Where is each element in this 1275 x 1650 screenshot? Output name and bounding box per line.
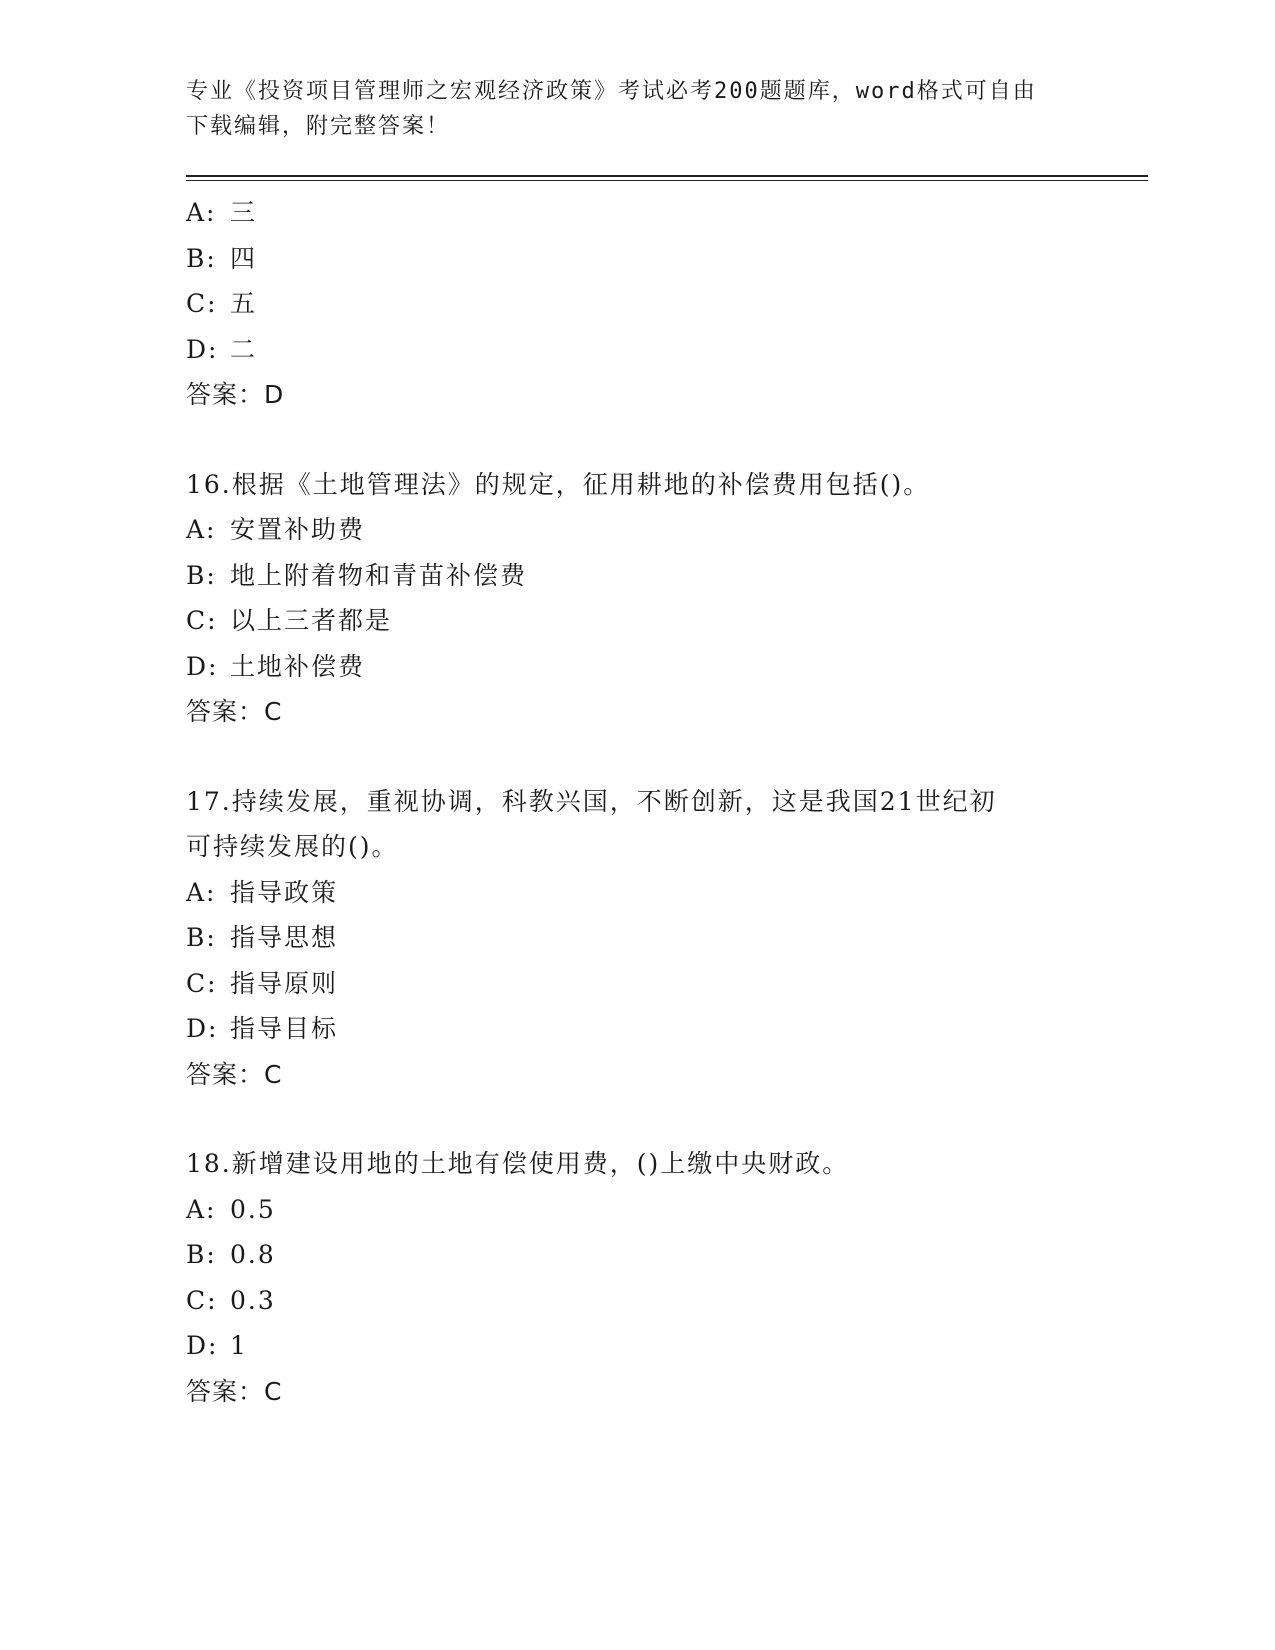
question-block-17 [186,779,1086,1098]
option-letter: A: [186,198,217,227]
option-d [186,644,1086,690]
option-d [186,1323,1086,1369]
option-a [186,507,1086,553]
option-a [186,870,1086,916]
option-text: 三 [230,198,258,227]
option-text: 二 [230,334,258,364]
option-text: 指导目标 [230,1014,339,1043]
block-spacer [186,418,1086,462]
option-letter: C: [186,606,218,635]
option-b [186,1232,1086,1278]
option-c [186,1278,1086,1324]
question-block-18 [186,1141,1086,1414]
option-text: 四 [230,243,258,273]
option-letter: D: [186,651,219,681]
header-divider-thin [186,180,1148,181]
answer-line: 答案：C [186,1376,283,1406]
question-block-15 [186,190,1086,418]
option-letter: B: [186,243,217,273]
question-block-16 [186,462,1086,735]
option-text: 安置补助费 [230,515,366,544]
answer-line: 答案：C [186,1059,283,1089]
header-line-2: 下载编辑，附完整答案！ [186,114,451,139]
option-text: 地上附着物和青苗补偿费 [230,560,528,590]
option-c [186,961,1086,1007]
option-a [186,1187,1086,1233]
block-spacer [186,1097,1086,1141]
option-text: 指导政策 [230,877,339,907]
block-spacer [186,735,1086,779]
option-letter: D: [186,1331,219,1360]
option-letter: B: [186,560,217,590]
option-c [186,598,1086,644]
question-list [186,190,1086,1414]
option-text: 0.8 [230,1240,276,1269]
option-letter: A: [186,1194,217,1224]
option-text: 土地补偿费 [230,651,366,681]
question-text: 16.根据《土地管理法》的规定，征用耕地的补偿费用包括()。 [186,469,931,499]
option-letter: C: [186,968,218,998]
option-b [186,236,1086,282]
option-b [186,915,1086,961]
option-text: 1 [230,1331,248,1360]
option-text: 指导思想 [230,923,339,952]
option-a [186,190,1086,236]
option-text: 0.3 [230,1285,276,1315]
option-letter: C: [186,1285,218,1315]
header-divider-thick [186,175,1148,177]
question-text-line-2: 可持续发展的()。 [186,832,399,861]
option-letter: A: [186,515,217,544]
header-line-1: 专业《投资项目管理师之宏观经济政策》考试必考200题题库，word格式可自由 [186,79,1037,104]
option-text: 五 [230,289,258,318]
answer-line: 答案：D [186,380,285,409]
option-text: 以上三者都是 [230,606,393,635]
question-text-line-1: 17.持续发展，重视协调，科教兴国，不断创新，这是我国21世纪初 [186,786,997,816]
option-letter: A: [186,877,217,907]
option-letter: B: [186,923,217,952]
option-d [186,1006,1086,1052]
option-d [186,327,1086,373]
option-b [186,553,1086,599]
option-text: 0.5 [230,1194,276,1224]
option-letter: D: [186,1014,219,1043]
option-text: 指导原则 [230,968,339,998]
option-letter: D: [186,334,219,364]
option-c [186,281,1086,327]
option-letter: C: [186,289,218,318]
question-text: 18.新增建设用地的土地有偿使用费，()上缴中央财政。 [186,1149,850,1178]
answer-line: 答案：C [186,697,283,726]
option-letter: B: [186,1240,217,1269]
document-header [186,74,1086,144]
